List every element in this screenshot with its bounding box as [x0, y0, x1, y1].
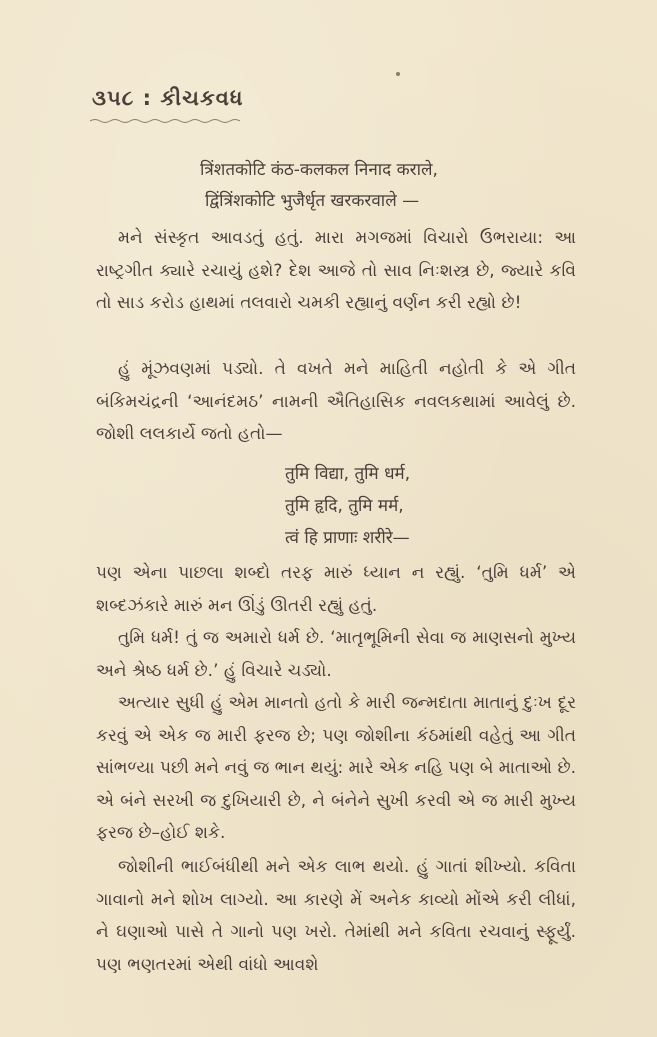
verse-line: त्रिंशतकोटि कंठ-कलकल निनाद कराले,: [200, 160, 438, 180]
page-header: ૩૫૮ : કીચકવધ: [92, 86, 244, 110]
verse-line: तुमि हृदि, तुमि मर्म,: [285, 496, 404, 516]
paragraph: જોશીની ભાઈબંધીથી મને એક લાભ થયો. હું ગાતાં શીખ્યો. કવિતા ગાવાનો મને શોખ લાગ્યો. આ કારણે મેં અનેક કાવ્યો મોંએ કરી લીધાં, ને ઘણાઓ પાસે તે ગાનો પણ ખરો. તેમાંથી મને કવિતા રચવાનું સ્ફૂર્યું. પણ ભણતરમાં એથી વાંધો આવશે: [96, 857, 576, 975]
verse-line: तुमि विद्या, तुमि धर्म,: [285, 464, 411, 484]
paragraph: તુમિ ધર્મ! તું જ અમારો ધર્મ છે. ‘માતૃભૂમિની સેવા જ માણસનો મુખ્ય અને શ્રેષ્ઠ ધર્મ છે.’ હું વિચારે ચડ્યો.: [96, 628, 576, 681]
verse-line: द्विंत्रिंशकोटि भुजैर्धृत खरकरवाले —: [205, 191, 420, 211]
verse-line: त्वं हि प्राणाः शरीरे—: [285, 528, 410, 548]
header-underline: [90, 118, 240, 124]
paragraph: પણ એના પાછલા શબ્દો તરફ મારું ધ્યાન ન રહ્યું. ‘તુમિ ધર્મ’ એ શબ્દઝંકારે મારું મન ઊંડું ઊતરી રહ્યું હતું.: [96, 563, 576, 616]
paragraph: અત્યાર સુધી હું એમ માનતો હતો કે મારી જન્મદાતા માતાનું દુઃખ દૂર કરવું એ એક જ મારી ફરજ છે; પણ જોશીના કંઠમાંથી વહેતું આ ગીત સાંભળ્યા પછી મને નવું જ ભાન થયું: મારે એક નહિ પણ બે માતાઓ છે. એ બંને સરખી જ દુખિયારી છે, ને બંનેને સુખી કરવી એ જ મારી મુખ્ય ફરજ છે–હોઈ શકે.: [96, 693, 576, 843]
paragraph: મને સંસ્કૃત આવડતું હતું. મારા મગજમાં વિચારો ઉભરાયા: આ રાષ્ટ્રગીત ક્યારે રચાયું હશે? દેશ આજે તો સાવ નિઃશસ્ત્ર છે, જ્યારે કવિ તો સાડ કરોડ હાથમાં તલવારો ચમકી રહ્યાનું વર્ણન કરી રહ્યો છે!: [96, 228, 576, 313]
paragraph: હું મૂંઝવણમાં પડ્યો. તે વખતે મને માહિતી નહોતી કે એ ગીત બંકિમચંદ્રની ‘આનંદમઠ’ નામની ઐતિહાસિક નવલકથામાં આવેલું છે. જોશી લલકાર્યે જતો હતો—: [96, 359, 576, 444]
ink-speck: [396, 72, 400, 76]
